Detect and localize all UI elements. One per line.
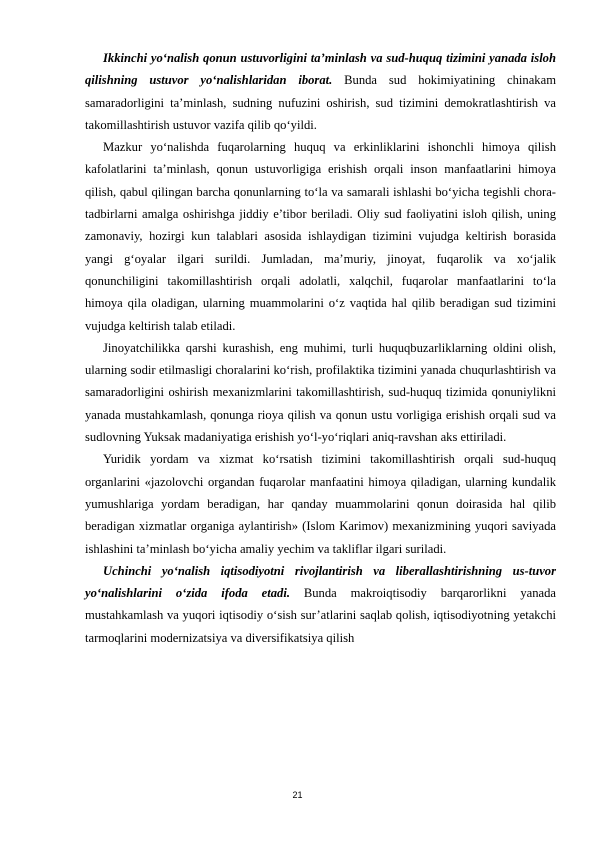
paragraph-crime-prevention: [85, 337, 556, 448]
paragraph-rights-protection: [85, 136, 556, 337]
paragraph-text: Bunda sud hokimiyatining chinakam samaradorligini ta’minlash, sudning nufuzini oshirish, sud tizimini demokratlashtirish va takomillashtirish ustuvor vazifa qilib qo‘yildi.: [85, 73, 556, 132]
paragraph-third-direction: [85, 560, 556, 649]
document-body: [85, 47, 556, 649]
paragraph-second-direction: [85, 47, 556, 136]
paragraph-text: Mazkur yo‘nalishda fuqarolarning huquq va erkinliklarini ishonchli himoya qilish kafolatlarini ta’minlash, qonun ustuvorligiga erishish orqali inson manfaatlarini himoya qilish, qabul qilingan barcha qonunlarning to‘la va samarali ishlashi bo‘yicha tegishli chora-tadbirlarni amalga oshirishga jiddiy e’tibor beriladi. Oliy sud faoliyatini isloh qilish, uning zamonaviy, hozirgi kun talablari asosida ishlaydigan tizimini vujudga keltirish borasida yangi g‘oyalar ilgari surildi. Jumladan, ma’muriy, jinoyat, fuqarolik va xo‘jalik qonunchiligini takomillashtirish orqali adolatli, xalqchil, fuqarolar manfaatlarini to‘la himoya qila oladigan, ularning muammolarini o‘z vaqtida hal qilib beradigan sud tizimini vujudga keltirish talab etiladi.: [85, 140, 556, 333]
paragraph-text: Yuridik yordam va xizmat ko‘rsatish tizimini takomillashtirish orqali sud-huquq organlarini «jazolovchi organdan fuqarolar manfaatini himoya qiladigan, ularning kundalik yumushlariga yordam beradigan, har qanday muammolarini qonun doirasida hal qilib beradigan xizmatlar organiga aylantirish» (Islom Karimov) mexanizmining yuqori saviyada ishlashini ta’minlash bo‘yicha amaliy yechim va takliflar ilgari suriladi.: [85, 452, 556, 556]
paragraph-text: Bunda makroiqtisodiy barqarorlikni yanada mustahkamlash va yuqori iqtisodiy o‘sish sur’atlarini saqlab qolish, iqtisodiyotning yetakchi tarmoqlarini modernizatsiya va diversifikatsiya qilish: [85, 586, 556, 645]
page-number: 21: [292, 790, 303, 800]
paragraph-legal-aid: [85, 448, 556, 559]
paragraph-lead-heading: Ikkinchi yo‘nalish qonun ustuvorligini ta’minlash va sud-huquq tizimini yanada isloh qilishning ustuvor yo‘nalishlaridan iborat.: [85, 51, 556, 88]
paragraph-text: Jinoyatchilikka qarshi kurashish, eng muhimi, turli huquqbuzarliklarning oldini olish, ularning sodir etilmasligi choralarini ko‘rish, profilaktika tizimini yanada chuqurlashtirish va samaradorligini oshirish mexanizmlarini takomillashtirish, sud-huquq tizimida qonuniylikni yanada mustahkamlash, qonunga rioya qilish va qonun ustu vorligiga erishish orqali sud va sudlovning Yuksak madaniyatiga erishish yo‘l-yo‘riqlari aniq-ravshan aks ettiriladi.: [85, 340, 556, 445]
paragraph-lead-heading: Uchinchi yo‘nalish iqtisodiyotni rivojlantirish va liberallashtirishning us-tuvor yo‘nalishlarini o‘zida ifoda etadi.: [85, 563, 556, 601]
